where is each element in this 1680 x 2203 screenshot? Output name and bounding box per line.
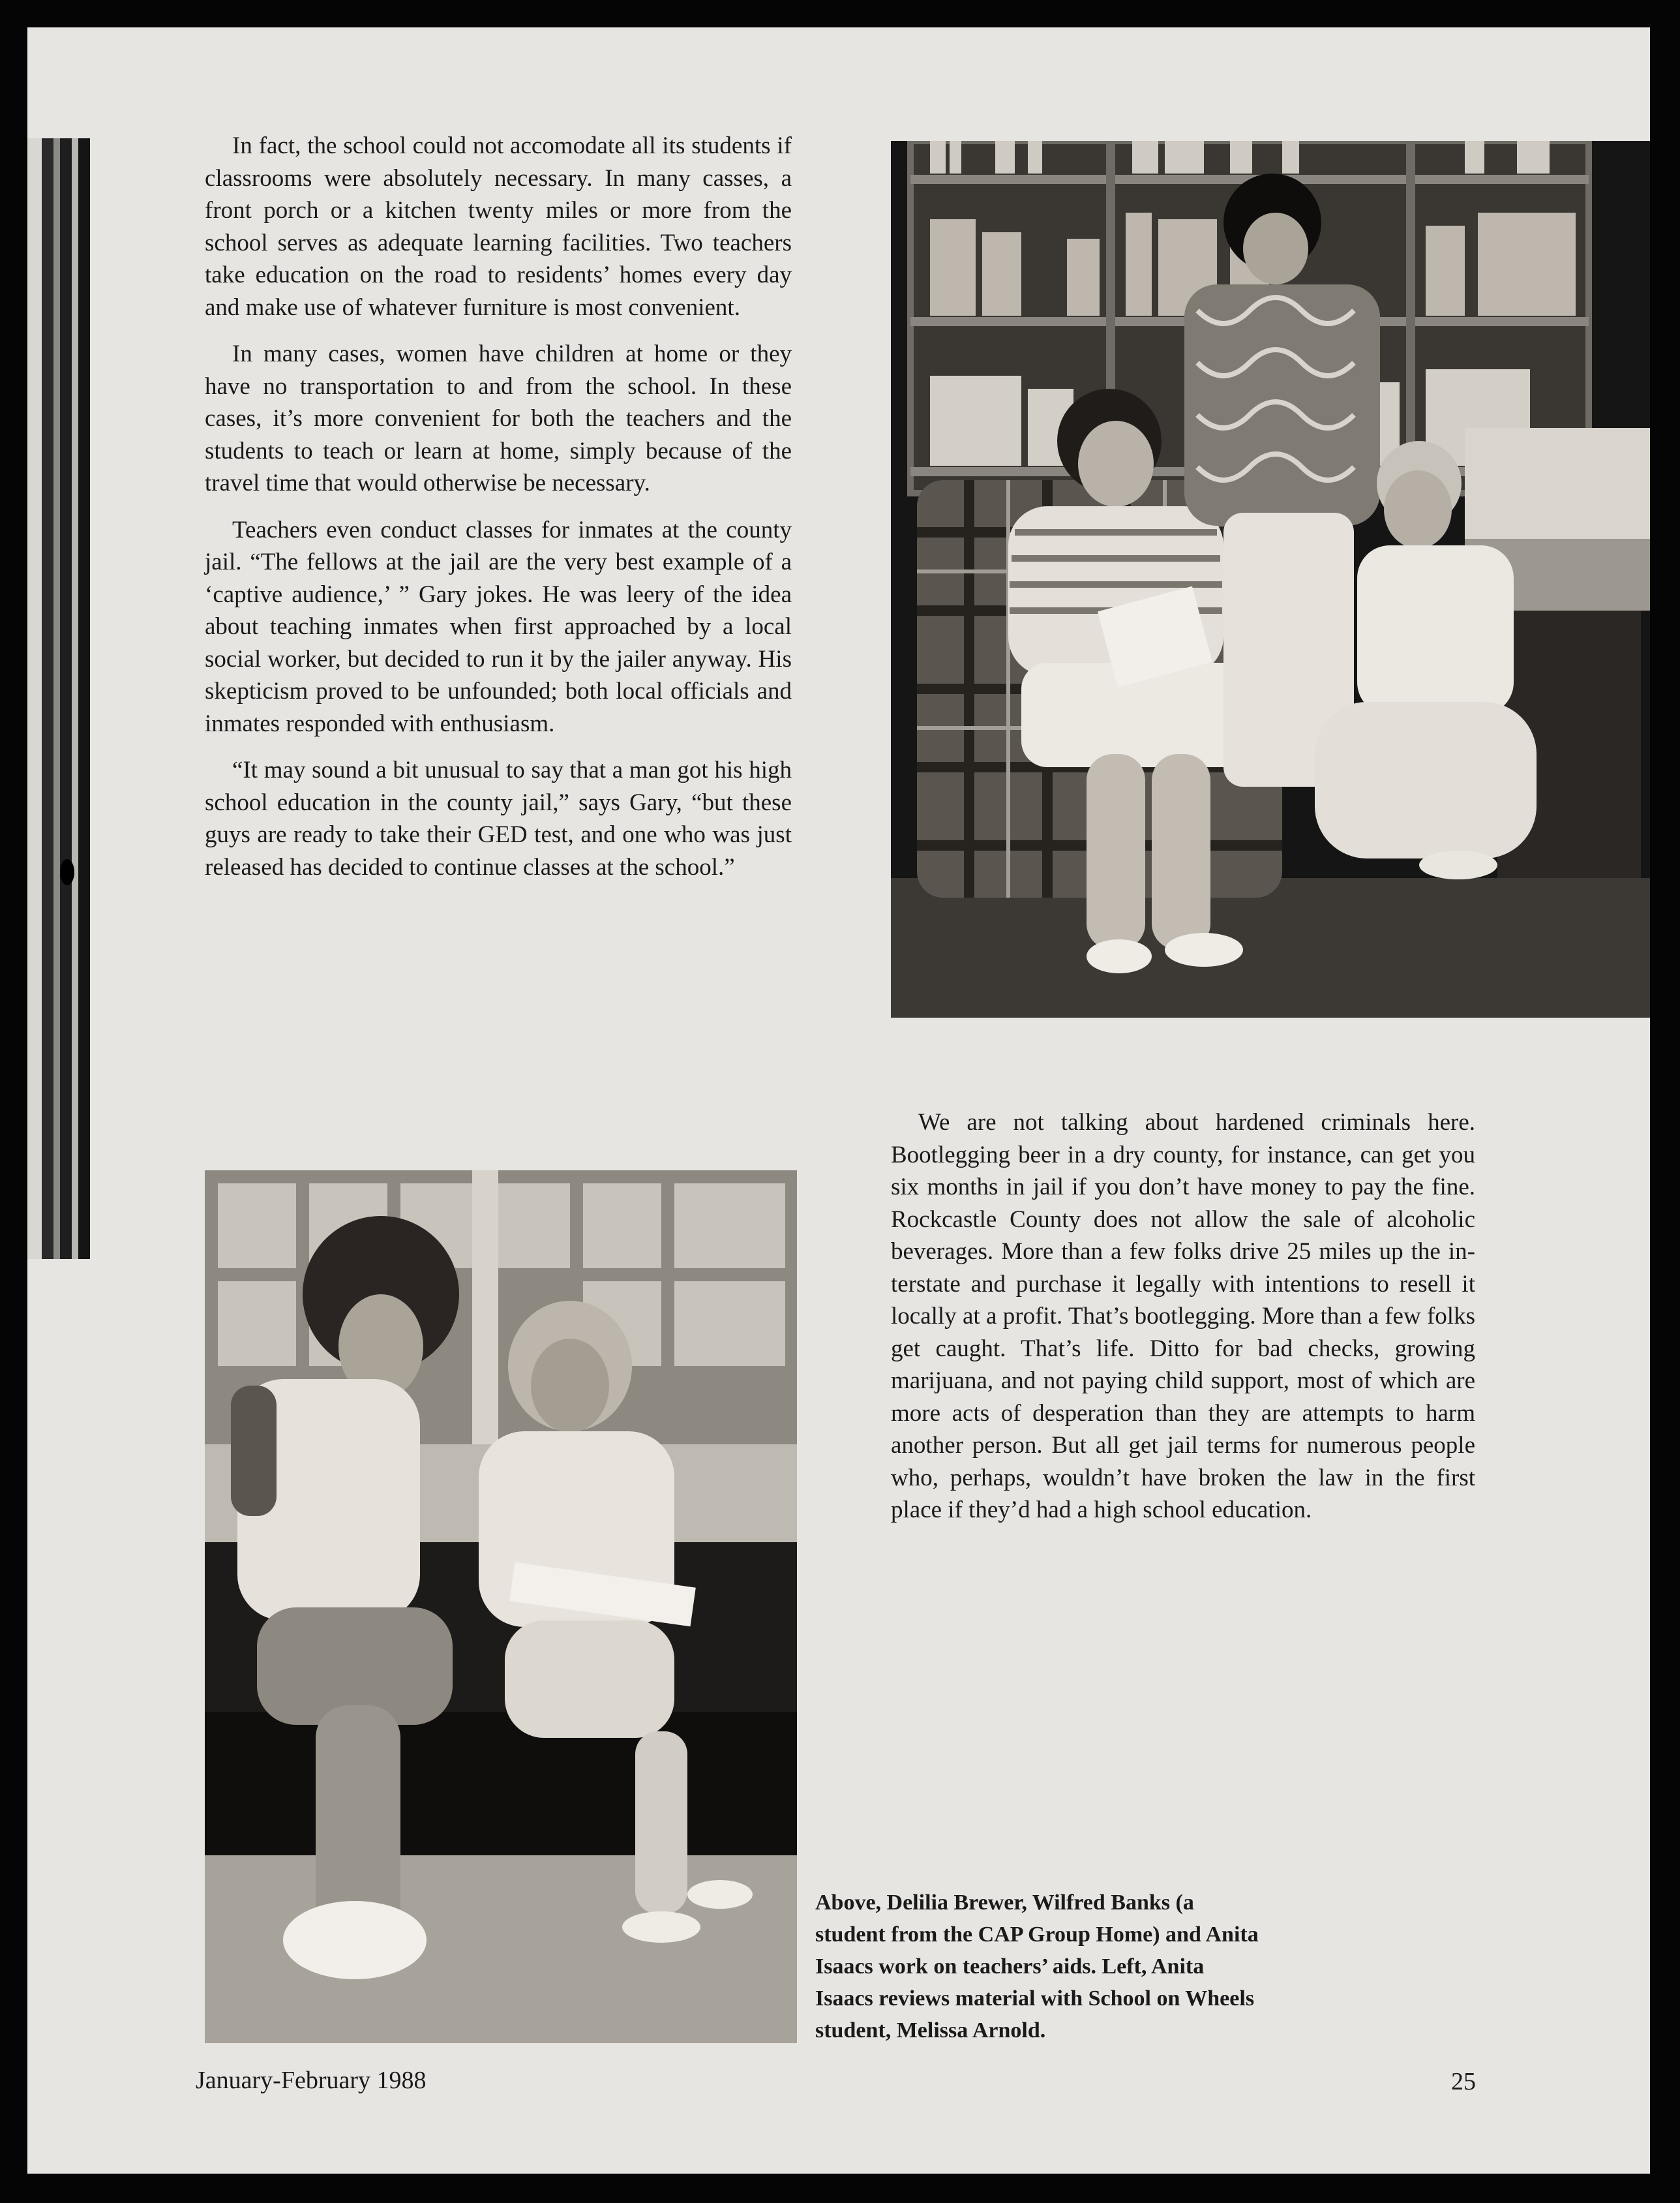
photo-caption	[815, 1887, 1428, 2046]
paragraph: “It may sound a bit unusual to say that a man got his high school education in the county jail,” says Gary, “but these guys are ready to take their GED test, and one who was just released has decided to continue classes at the school.”	[205, 757, 792, 881]
paragraph: Teachers even conduct classes for inmates at the county jail. “The fellows at the jail are the very best example of a ‘captive audience,’ ” Gary jokes. He was leery of the idea about teaching inmates when first approached by a local social worker, but decided to run it by the jailer anyway. His skepticism proved to be unfounded; both local officials and inmates responded with enthusiasm.	[205, 516, 792, 737]
issue-date: January-February 1988	[196, 2067, 427, 2094]
photo-teacher-with-student	[205, 1170, 797, 2043]
caption-line: student, Melissa Arnold.	[815, 2018, 1046, 2043]
article-column-left	[205, 130, 792, 898]
caption-line: Isaacs work on teachers’ aids. Left, Anita	[815, 1954, 1205, 1979]
paragraph: We are not talking about hardened criminals here. Bootlegging beer in a dry county, for instance, can get you six months in jail if you don’t have money to pay the fine. Rockcastle County does not allow the sale of alcoholic beverages. More than a few folks drive 25 miles up the interstate and purchase it legally with intentions to resell it locally at a profit. That’s bootlegging. More than a few folks get caught. That’s life. Ditto for bad checks, growing marijuana, and not paying child support, most of which are more acts of desperation than they are attempts to harm another person. But all get jail terms for numerous people who, perhaps, wouldn’t have broken the law in the first place if they’d had a high school education.	[891, 1109, 1475, 1523]
photo-teachers-illustration	[891, 141, 1650, 1018]
paragraph: In many cases, women have children at home or they have no transportation to and from the school. In these cases, it’s more convenient for both the teachers and the students to teach or learn at home, simply because of the travel time that would otherwise be necessary.	[205, 341, 792, 496]
photo-student-illustration	[205, 1170, 797, 2043]
caption-line: Above, Delilia Brewer, Wilfred Banks (a	[815, 1891, 1194, 1915]
photo-teachers-at-bookshelf	[891, 141, 1650, 1018]
binder-hole	[60, 859, 74, 885]
article-column-right	[891, 1106, 1475, 1541]
caption-line: student from the CAP Group Home) and Anita	[815, 1922, 1259, 1947]
paragraph: In fact, the school could not accomodate all its students if classrooms were absolutely necessary. In many casses, a front porch or a kitchen twenty miles or more from the school serves as adequate learning facilities. Two teachers take education on the road to residents’ homes every day and make use of whatever furniture is most convenient.	[205, 132, 792, 321]
binding-edge	[27, 138, 90, 1259]
magazine-page	[27, 27, 1650, 2174]
caption-line: Isaacs reviews material with School on Wheels	[815, 1986, 1255, 2011]
page-number: 25	[1451, 2068, 1476, 2095]
